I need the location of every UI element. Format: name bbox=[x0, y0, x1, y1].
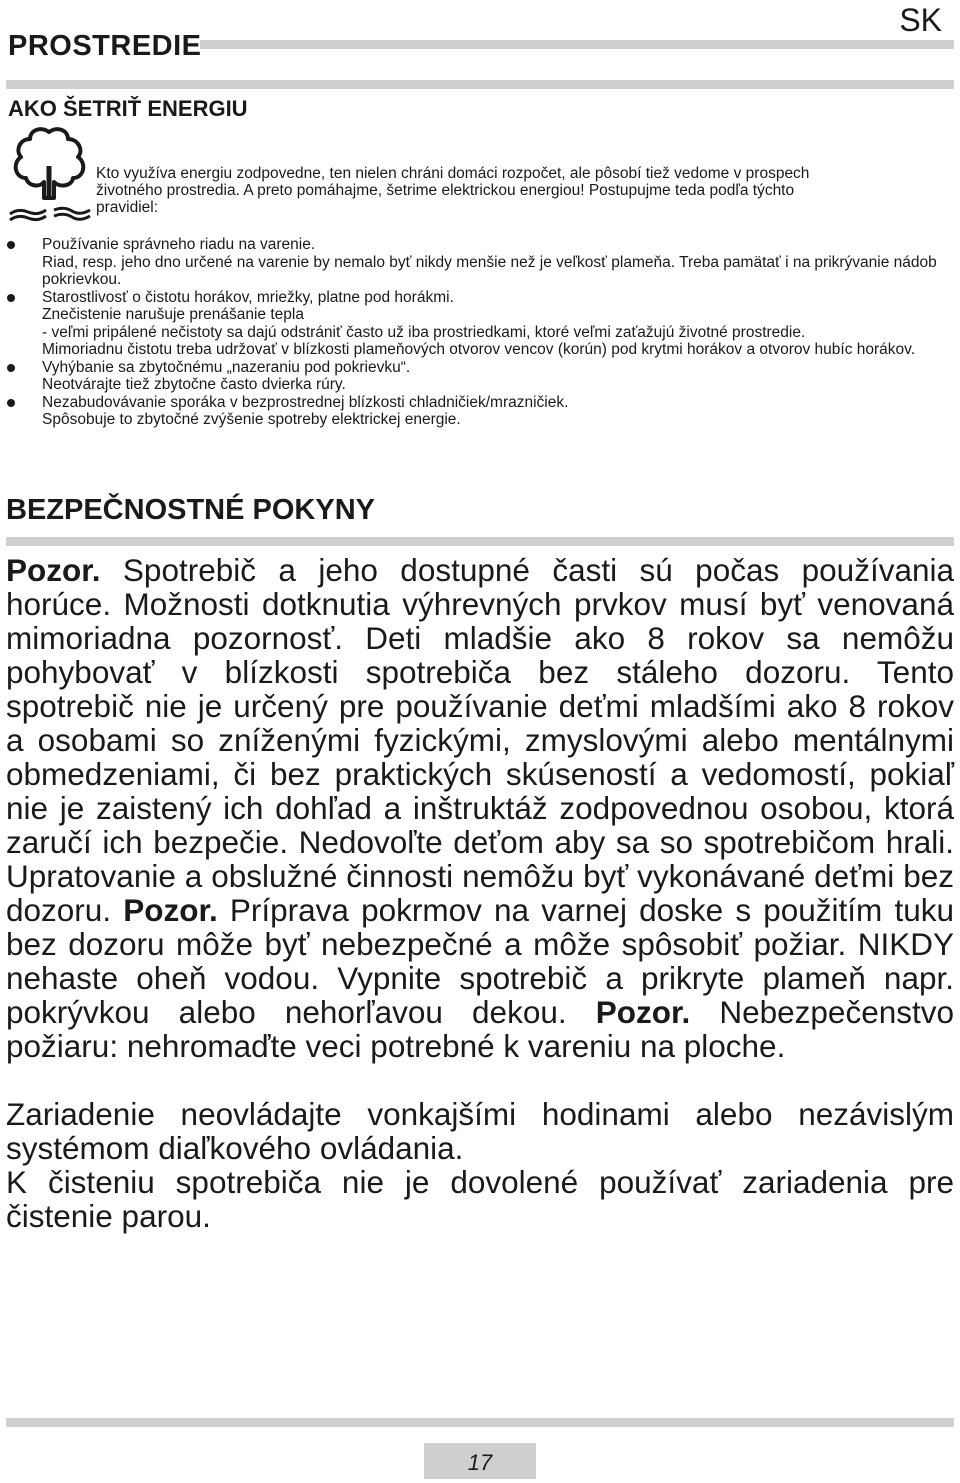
list-item: Vyhýbanie sa zbytočnému „nazeraniu pod pokrievku“. bbox=[6, 359, 954, 377]
safety-paragraph-remote-control: Zariadenie neovládajte vonkajšími hodinami alebo nezávislým systémom diaľkového ovládania. K čisteniu spotrebiča nie je dovolené používať zariadenia pre čistenie parou. bbox=[6, 1096, 954, 1234]
section-title-safety: BEZPEČNOSTNÉ POKYNY bbox=[6, 494, 375, 526]
footer-rule bbox=[6, 1418, 954, 1427]
intro-text: Kto využíva energiu zodpovedne, ten nielen chráni domáci rozpočet, ale pôsobí tiež vedome v prospech životného prostredia. A preto pomáhajme, šetrime elektrickou energiou! Postupujme teda podľa týchto pravidiel: bbox=[96, 165, 810, 216]
header-rule bbox=[200, 40, 954, 49]
subsection-title-energy: AKO ŠETRIŤ ENERGIU bbox=[8, 96, 248, 121]
section-rule bbox=[6, 80, 954, 89]
energy-tips-list bbox=[6, 236, 954, 429]
section-rule bbox=[6, 537, 954, 546]
list-item: Nezabudovávanie sporáka v bezprostrednej blízkosti chladničiek/mrazničiek. bbox=[6, 394, 954, 412]
page-number: 17 bbox=[424, 1443, 536, 1479]
safety-paragraph-warnings: Pozor. Spotrebič a jeho dostupné časti sú počas používania horúce. Možnosti dotknutia výhrevných prvkov musí byť venovaná mimoriadna pozornosť. Deti mladšie ako 8 rokov sa nemôžu pohybovať v blízkosti spotrebiča bez stáleho dozoru. Tento spotrebič nie je určený pre používanie deťmi mladšími ako 8 rokov a osobami so zníženými fyzickými, zmyslovými alebo mentálnymi obmedzeniami, či bez praktických skúseností a vedomostí, pokiaľ nie je zaistený ich dohľad a inštruktáž zodpovednou osobou, ktorá zaručí ich bezpečie. Nedovoľte deťom aby sa so spotrebičom hrali. Upratovanie a obslužné činnosti nemôžu byť vykonávané deťmi bez dozoru. Pozor. Príprava pokrmov na varnej doske s použitím tuku bez dozoru môže byť nebezpečné a môže spôsobiť požiar. NIKDY nehaste oheň vodou. Vypnite spotrebič a prikryte plameň napr. pokrývkou alebo nehorľavou dekou. Pozor. Nebezpečenstvo požiaru: nehromaďte veci potrebné k vareniu na ploche. bbox=[6, 552, 954, 1064]
list-item: - veľmi pripálené nečistoty sa dajú odstrániť často už iba prostriedkami, ktoré veľmi zaťažujú životné prostredie. bbox=[42, 323, 806, 341]
list-item: Znečistenie narušuje prenášanie tepla bbox=[42, 306, 304, 323]
safety-instructions bbox=[6, 553, 954, 1233]
tree-icon bbox=[6, 124, 92, 224]
list-item: Spôsobuje to zbytočné zvýšenie spotreby elektrickej energie. bbox=[42, 411, 461, 428]
list-item: Používanie správneho riadu na varenie. bbox=[6, 236, 954, 254]
section-title-environment: PROSTREDIE bbox=[8, 30, 202, 62]
language-code: SK bbox=[899, 2, 942, 38]
list-item: Neotvárajte tiež zbytočne často dvierka rúry. bbox=[42, 376, 346, 393]
list-item: Starostlivosť o čistotu horákov, mriežky, platne pod horákmi. bbox=[6, 289, 954, 307]
list-item: Mimoriadnu čistotu treba udržovať v blízkosti plameňových otvorov vencov (korún) pod krytmi horákov a otvorov hubíc horákov. bbox=[42, 341, 916, 358]
list-item: Riad, resp. jeho dno určené na varenie by nemalo byť nikdy menšie než je veľkosť plameňa. Treba pamätať i na prikrývanie nádob pokrievkou. bbox=[42, 253, 937, 288]
